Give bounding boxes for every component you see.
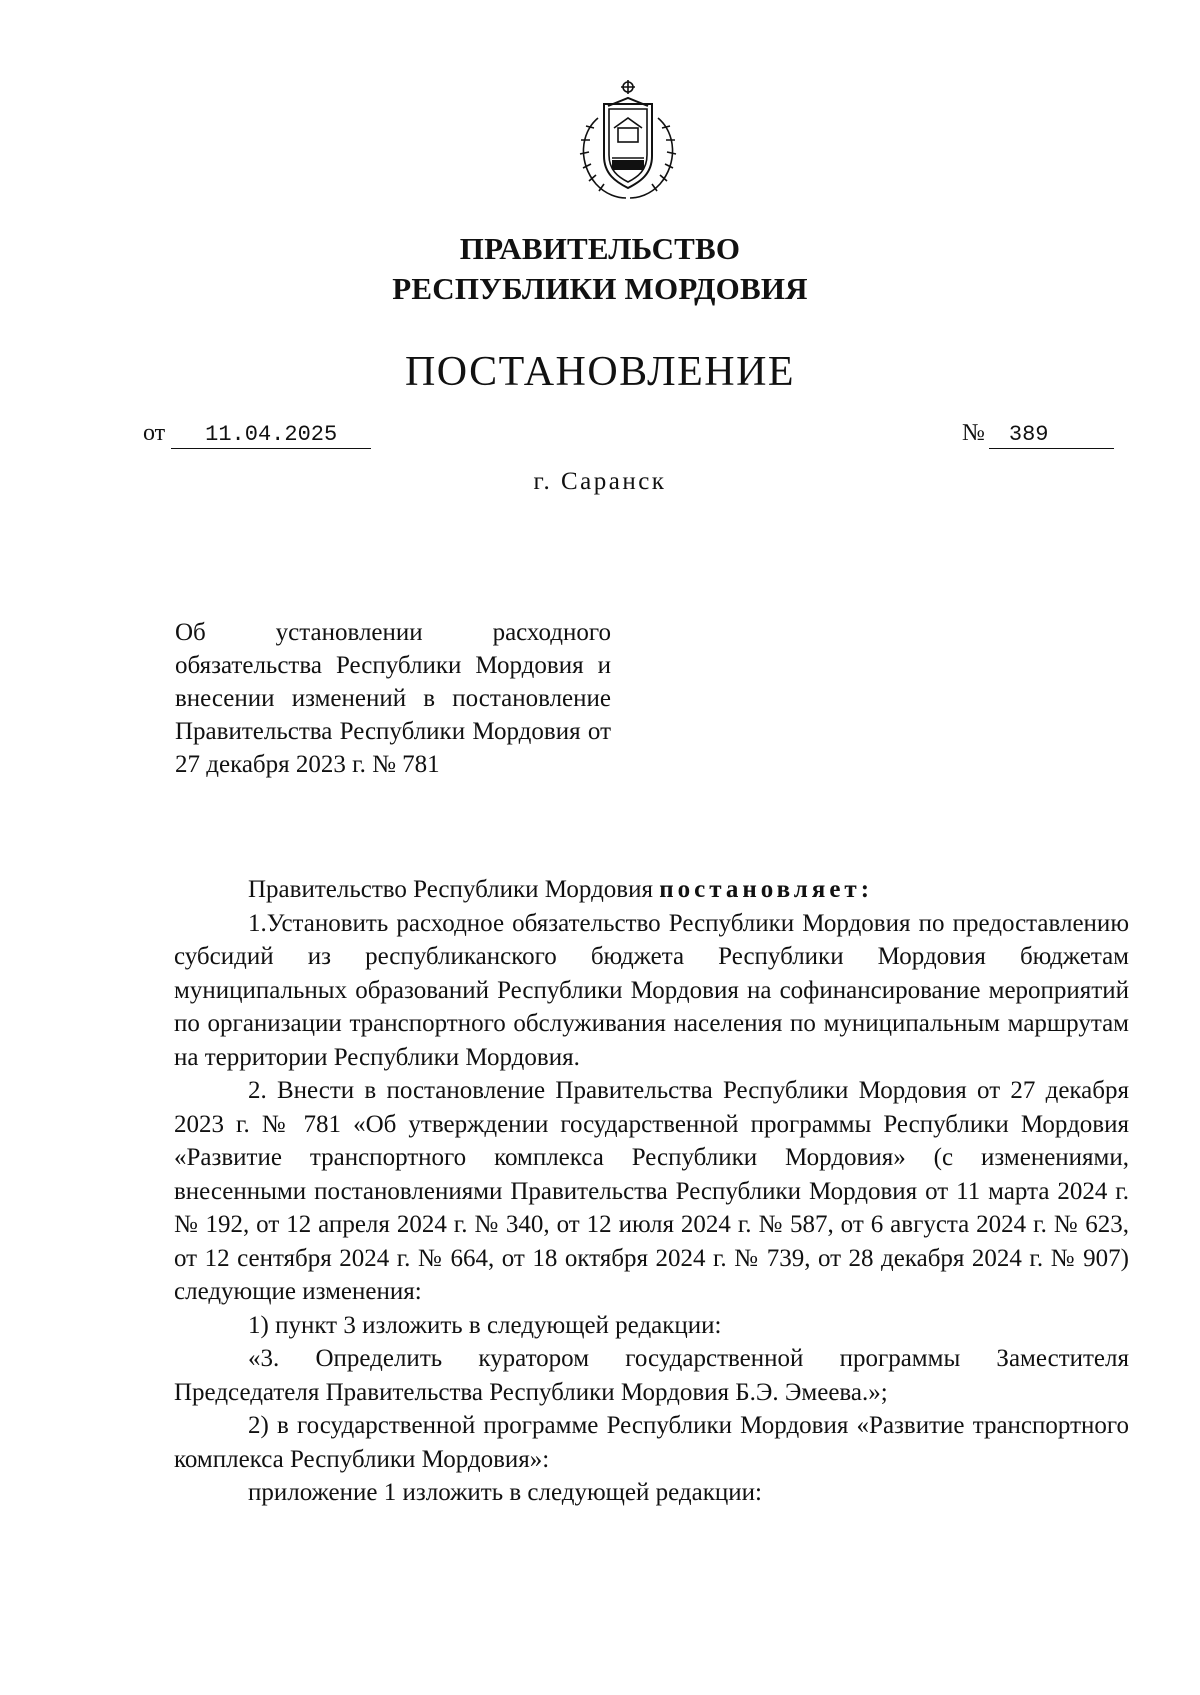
paragraph-3: 1) пункт 3 изложить в следующей редакции: bbox=[248, 1311, 722, 1339]
subject-last-line: 27 декабря 2023 г. № 781 bbox=[175, 751, 440, 778]
resolution-intro bbox=[174, 873, 1129, 907]
subject-text: Об установлении расходного обязательства Республики Мордовия и внесении изменений в постановление Правительства Республики Мордовия от bbox=[175, 619, 611, 745]
number-prefix: № bbox=[962, 420, 985, 446]
paragraph-4: «3. Определить куратором государственной программы Заместителя Председателя Правительства Республики Мордовия Б.Э. Эмеева.»; bbox=[174, 1345, 1129, 1406]
paragraph-5: 2) в государственной программе Республики Мордовия «Развитие транспортного комплекса Республики Мордовия»: bbox=[174, 1412, 1129, 1473]
intro-keyword: постановляет: bbox=[659, 876, 874, 903]
document-number: 389 bbox=[989, 422, 1114, 449]
number-field bbox=[962, 418, 1114, 449]
document-subject bbox=[175, 616, 611, 781]
document-type-heading: ПОСТАНОВЛЕНИЕ bbox=[404, 349, 796, 395]
paragraph-1: 1.Установить расходное обязательство Республики Мордовия по предоставлению субсидий из республиканского бюджета Республики Мордовия бюджетам муниципальных образований Республики Мордовия на софинансирование мероприятий по организации транспортного обслуживания населения по муниципальным маршрутам на территории Республики Мордовия. bbox=[174, 909, 1129, 1071]
document-date: 11.04.2025 bbox=[171, 422, 371, 449]
city-label: г. Саранск bbox=[533, 468, 667, 495]
intro-text: Правительство Республики Мордовия bbox=[248, 876, 660, 903]
date-field bbox=[143, 418, 371, 449]
government-title-line1: ПРАВИТЕЛЬСТВО bbox=[459, 231, 741, 266]
paragraph-6: приложение 1 изложить в следующей редакции: bbox=[248, 1479, 762, 1506]
date-prefix: от bbox=[143, 420, 166, 446]
coat-of-arms-emblem bbox=[568, 78, 688, 206]
document-body bbox=[174, 873, 1129, 1510]
paragraph-2: 2. Внести в постановление Правительства Республики Мордовия от 27 декабря 2023 г. № 781 «Об утверждении государственной программы Республики Мордовия «Развитие транспортного комплекса Республики Мордовия» (с изменениями, внесенными постановлениями Правительства Республики Мордовия от 11 марта 2024 г. № 192, от 12 апреля 2024 г. № 340, от 12 июля 2024 г. № 587, от 6 августа 2024 г. № 623, от 12 сентября 2024 г. № 664, от 18 октября 2024 г. № 739, от 28 декабря 2024 г. № 907) следующие изменения: bbox=[174, 1077, 1129, 1305]
government-title-line2: РЕСПУБЛИКИ МОРДОВИЯ bbox=[392, 271, 808, 306]
